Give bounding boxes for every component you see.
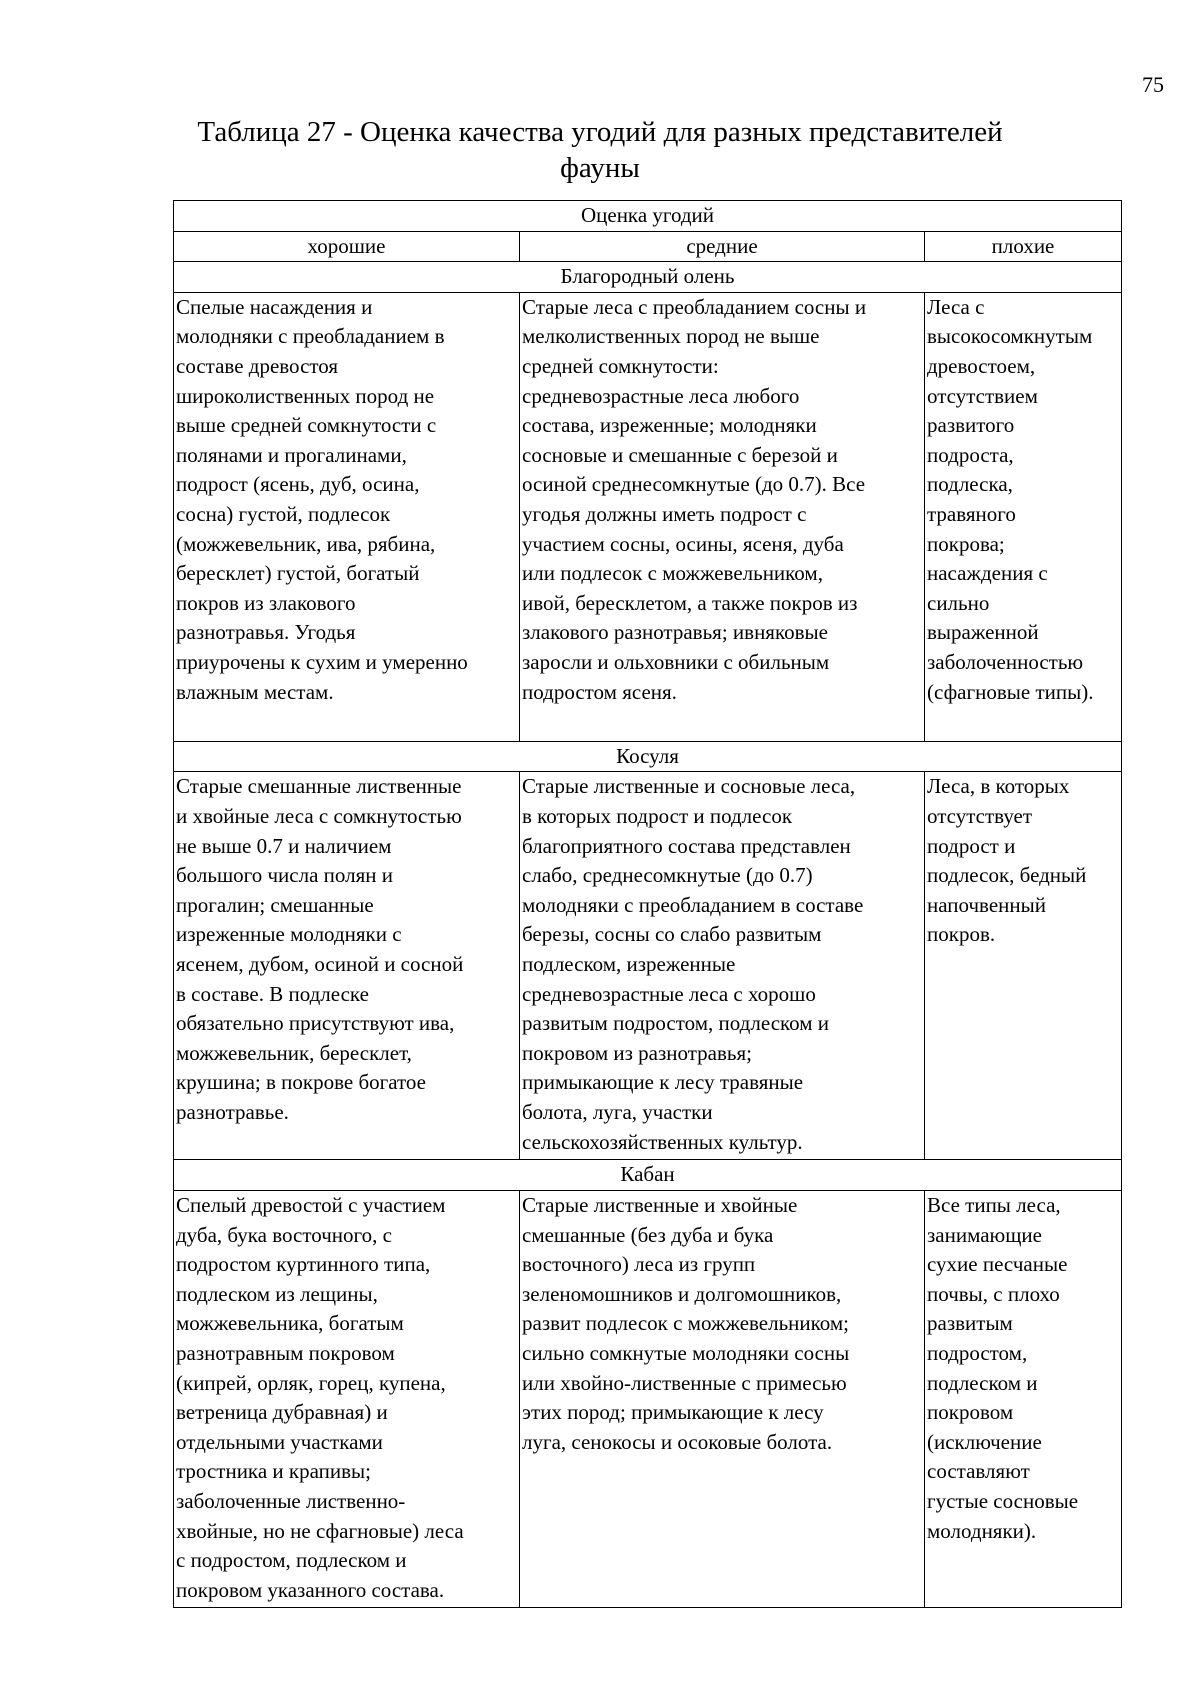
column-headers-row — [174, 231, 1122, 262]
cell-text: Спелый древостой с участием дуба, бука восточного, с подростом куртинного типа, подлеском из лещины, можжевельника, богатым разнотравным покровом (кипрей, орляк, горец, купена, ветреница дубравная) и отдельными участками тростника и крапивы; заболоченные лиственно- хвойные, но не сфагновые) леса с подростом, подлеском и покровом указанного состава. — [176, 1192, 464, 1602]
caption-line-2: фауны — [560, 152, 640, 184]
section-title-red-deer: Благородный олень — [174, 262, 1122, 293]
caption-line-1: Таблица 27 - Оценка качества угодий для разных представителей — [197, 116, 1003, 148]
page-number: 75 — [1142, 72, 1164, 97]
table — [173, 200, 1122, 1608]
cell-medium — [520, 292, 925, 741]
section-title-roe-deer: Косуля — [174, 741, 1122, 772]
column-header-poor: плохие — [925, 231, 1122, 262]
cell-medium — [520, 772, 925, 1160]
cell-text: Все типы леса, занимающие сухие песчаные почвы, с плохо развитым подростом, подлеском и покровом (исключение составляют густые сосновые молодняки). — [927, 1192, 1079, 1543]
cell-text: Леса с высокосомкнутым древостоем, отсутствием развитого подроста, подлеска, травяного покрова; насаждения с сильно выраженной заболоченностью (сфагновые типы). — [927, 294, 1094, 704]
table-row — [174, 292, 1122, 741]
table-header-cell: Оценка угодий — [174, 201, 1122, 232]
table-row — [174, 772, 1122, 1160]
cell-text: Леса, в которых отсутствует подрост и подлесок, бедный напочвенный покров. — [927, 774, 1087, 947]
cell-text: Старые лиственные и сосновые леса, в которых подрост и подлесок благоприятного состава представлен слабо, среднесомкнутые (до 0.7) молодняки с преобладанием в составе березы, сосны со слабо развитым подлеском, изреженные средневозрастные леса с хорошо развитым подростом, подлеском и покровом из разнотравья; примыкающие к лесу травяные болота, луга, участки сельскохозяйственных культур. — [522, 774, 864, 1154]
cell-text: Старые лиственные и хвойные смешанные (без дуба и бука восточного) леса из групп зеленомошников и долгомошников, развит подлесок с можжевельником; сильно сомкнутые молодняки сосны или хвойно-лиственные с примесью этих пород; примыкающие к лесу луга, сенокосы и осоковые болота. — [522, 1192, 850, 1454]
section-title-row — [174, 741, 1122, 772]
habitat-quality-table — [173, 200, 1121, 1608]
cell-good — [174, 292, 520, 741]
cell-poor — [925, 1190, 1122, 1607]
table-header-row — [174, 201, 1122, 232]
section-title-row — [174, 262, 1122, 293]
cell-medium — [520, 1190, 925, 1607]
cell-text: Спелые насаждения и молодняки с преобладанием в составе древостоя широколиственных пород не выше средней сомкнутости с полянами и прогалинами, подрост (ясень, дуб, осина, сосна) густой, подлесок (можжевельник, ива, рябина, бересклет) густой, богатый покров из злакового разнотравья. Угодья приурочены к сухим и умеренно влажным местам. — [176, 294, 468, 704]
cell-good — [174, 1190, 520, 1607]
table-caption — [160, 114, 1040, 186]
section-title-wild-boar: Кабан — [174, 1160, 1122, 1191]
cell-good — [174, 772, 520, 1160]
cell-text: Старые леса с преобладанием сосны и мелколиственных пород не выше средней сомкнутости: средневозрастные леса любого состава, изреженные; молодняки сосновые и смешанные с березой и осиной среднесомкнутые (до 0.7). Все угодья должны иметь подрост с участием сосны, осины, ясеня, дуба или подлесок с можжевельником, ивой, бересклетом, а также покров из злакового разнотравья; ивняковые заросли и ольховники с обильным подростом ясеня. — [522, 294, 867, 704]
section-title-row — [174, 1160, 1122, 1191]
table-row — [174, 1190, 1122, 1607]
cell-text: Старые смешанные лиственные и хвойные леса с сомкнутостью не выше 0.7 и наличием большого числа полян и прогалин; смешанные изреженные молодняки с ясенем, дубом, осиной и сосной в составе. В подлеске обязательно присутствуют ива, можжевельник, бересклет, крушина; в покрове богатое разнотравье. — [176, 774, 464, 1124]
cell-poor — [925, 292, 1122, 741]
column-header-good: хорошие — [174, 231, 520, 262]
column-header-medium: средние — [520, 231, 925, 262]
cell-poor — [925, 772, 1122, 1160]
